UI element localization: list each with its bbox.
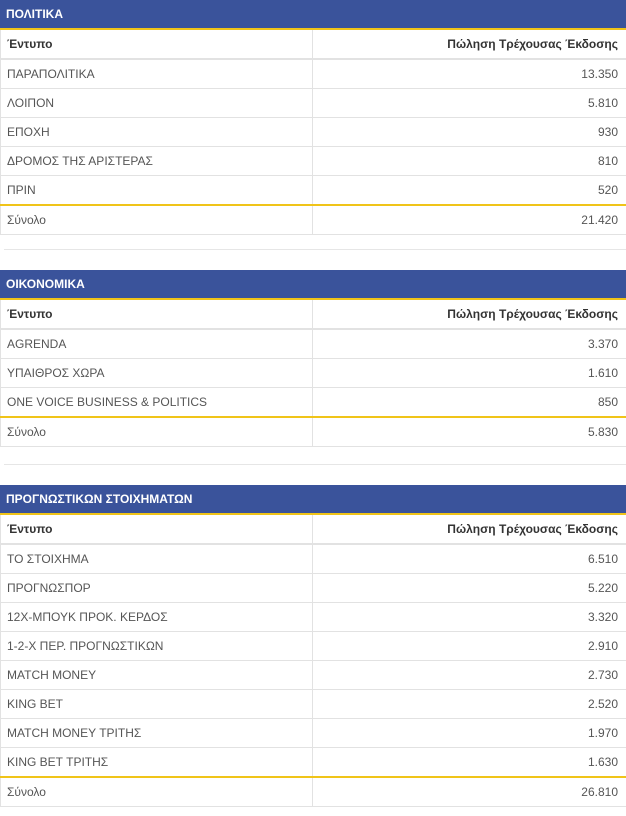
publication-name: ΤΟ ΣΤΟΙΧΗΜΑ (1, 544, 313, 574)
section-title: ΠΡΟΓΝΩΣΤΙΚΩΝ ΣΤΟΙΧΗΜΑΤΩΝ (0, 485, 626, 515)
sales-value: 3.320 (313, 603, 626, 632)
section-title: ΠΟΛΙΤΙΚΑ (0, 0, 626, 30)
publication-name: ΠΑΡΑΠΟΛΙΤΙΚΑ (1, 59, 313, 89)
total-row (1, 417, 626, 447)
sales-value: 5.810 (313, 89, 626, 118)
publication-name: ΔΡΟΜΟΣ ΤΗΣ ΑΡΙΣΤΕΡΑΣ (1, 147, 313, 176)
table-row (1, 118, 626, 147)
section-title: ΟΙΚΟΝΟΜΙΚΑ (0, 270, 626, 300)
sales-value: 2.730 (313, 661, 626, 690)
table-header-row (1, 300, 626, 329)
total-label: Σύνολο (1, 417, 313, 447)
table-row (1, 574, 626, 603)
sales-value: 520 (313, 176, 626, 206)
column-header-sales: Πώληση Τρέχουσας Έκδοσης (313, 300, 626, 329)
total-row (1, 777, 626, 807)
table-header-row (1, 30, 626, 59)
sales-value: 2.910 (313, 632, 626, 661)
publication-name: MATCH MONEY (1, 661, 313, 690)
publication-name: 12Χ-ΜΠΟΥΚ ΠΡΟΚ. ΚΕΡΔΟΣ (1, 603, 313, 632)
table-row (1, 388, 626, 418)
table-row (1, 359, 626, 388)
section-prognostika (0, 485, 626, 807)
column-header-sales: Πώληση Τρέχουσας Έκδοσης (313, 30, 626, 59)
publication-name: MATCH MONEY ΤΡΙΤΗΣ (1, 719, 313, 748)
sales-value: 930 (313, 118, 626, 147)
total-label: Σύνολο (1, 205, 313, 235)
column-header-publication: Έντυπο (1, 30, 313, 59)
table-row (1, 544, 626, 574)
sales-value: 810 (313, 147, 626, 176)
sales-value: 6.510 (313, 544, 626, 574)
table-row (1, 603, 626, 632)
publication-name: ΠΡΙΝ (1, 176, 313, 206)
column-header-sales: Πώληση Τρέχουσας Έκδοσης (313, 515, 626, 544)
table-row (1, 632, 626, 661)
sales-value: 1.630 (313, 748, 626, 778)
section-politika (0, 0, 626, 235)
column-header-publication: Έντυπο (1, 515, 313, 544)
table-row (1, 176, 626, 206)
table-row (1, 147, 626, 176)
total-value: 21.420 (313, 205, 626, 235)
publication-name: 1-2-Χ ΠΕΡ. ΠΡΟΓΝΩΣΤΙΚΩΝ (1, 632, 313, 661)
table-row (1, 89, 626, 118)
publication-name: AGRENDA (1, 329, 313, 359)
sales-value: 2.520 (313, 690, 626, 719)
total-row (1, 205, 626, 235)
sales-value: 5.220 (313, 574, 626, 603)
sales-value: 1.970 (313, 719, 626, 748)
total-label: Σύνολο (1, 777, 313, 807)
sales-table (0, 300, 626, 447)
sales-value: 3.370 (313, 329, 626, 359)
sales-table (0, 515, 626, 807)
sales-value: 13.350 (313, 59, 626, 89)
publication-name: ONE VOICE BUSINESS & POLITICS (1, 388, 313, 418)
sales-value: 850 (313, 388, 626, 418)
section-oikonomika (0, 270, 626, 447)
publication-name: ΛΟΙΠΟΝ (1, 89, 313, 118)
total-value: 5.830 (313, 417, 626, 447)
publication-name: ΠΡΟΓΝΩΣΠΟΡ (1, 574, 313, 603)
publication-name: KING BET (1, 690, 313, 719)
section-divider (4, 464, 626, 465)
table-header-row (1, 515, 626, 544)
table-row (1, 719, 626, 748)
publication-name: KING BET ΤΡΙΤΗΣ (1, 748, 313, 778)
sales-value: 1.610 (313, 359, 626, 388)
table-row (1, 748, 626, 778)
publication-name: ΥΠΑΙΘΡΟΣ ΧΩΡΑ (1, 359, 313, 388)
publication-name: ΕΠΟΧΗ (1, 118, 313, 147)
total-value: 26.810 (313, 777, 626, 807)
table-row (1, 59, 626, 89)
sales-table (0, 30, 626, 235)
section-divider (4, 249, 626, 250)
table-row (1, 690, 626, 719)
table-row (1, 661, 626, 690)
table-row (1, 329, 626, 359)
column-header-publication: Έντυπο (1, 300, 313, 329)
